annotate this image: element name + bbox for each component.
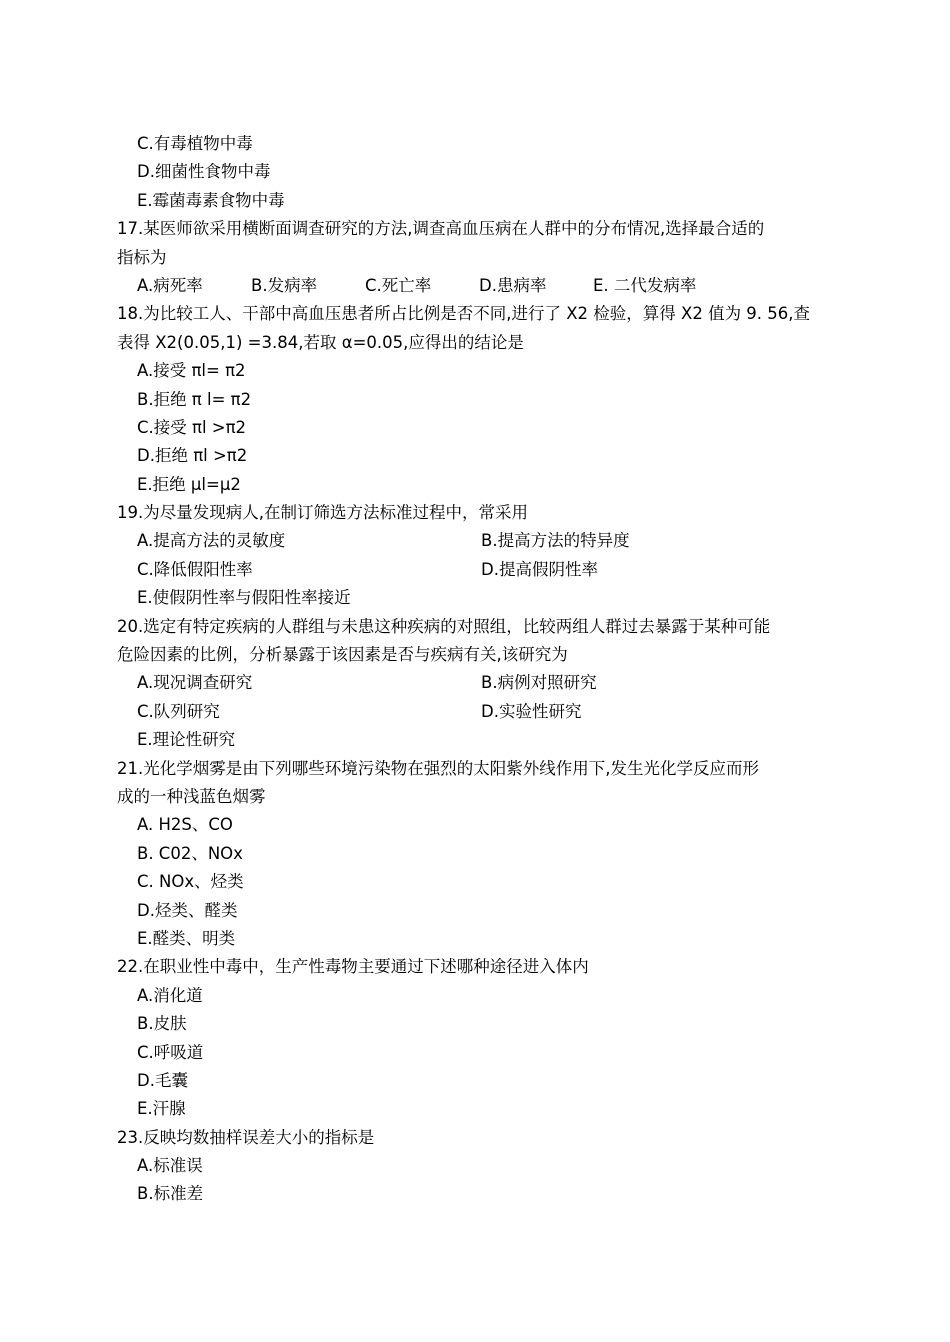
q19-option-c: C.降低假阳性率 bbox=[137, 559, 253, 579]
q17-option-b: B.发病率 bbox=[251, 275, 318, 295]
q16-option-d: D.细菌性食物中毒 bbox=[137, 162, 271, 182]
q23-option-b: B.标准差 bbox=[137, 1184, 204, 1204]
q17-options-row bbox=[117, 272, 857, 300]
q21-option-d: D.烃类、醛类 bbox=[137, 900, 238, 920]
q22-stem: 22.在职业性中毒中，生产性毒物主要通过下述哪种途径进入体内 bbox=[117, 957, 589, 977]
q20-option-c: C.队列研究 bbox=[137, 701, 220, 721]
q20-options-row-1 bbox=[117, 669, 857, 697]
q17-stem-cont: 指标为 bbox=[117, 247, 167, 267]
q22-option-c: C.呼吸道 bbox=[137, 1042, 204, 1062]
q20-options-row-2 bbox=[117, 698, 857, 726]
q20-option-e: E.理论性研究 bbox=[137, 730, 236, 750]
q19-option-e: E.使假阴性率与假阳性率接近 bbox=[137, 588, 351, 608]
q18-option-a: A.接受 πl= π2 bbox=[137, 361, 246, 381]
q23-stem: 23.反映均数抽样误差大小的指标是 bbox=[117, 1127, 375, 1147]
q21-option-b: B. C02、NOx bbox=[137, 843, 243, 863]
q19-option-b: B.提高方法的特异度 bbox=[481, 531, 630, 551]
q19-options-row-1 bbox=[117, 527, 857, 555]
q22-option-e: E.汗腺 bbox=[137, 1099, 186, 1119]
q17-stem: 17.某医师欲采用横断面调查研究的方法,调查高血压病在人群中的分布情况,选择最合适的 bbox=[117, 219, 765, 239]
q17-option-d: D.患病率 bbox=[479, 275, 547, 295]
q17-option-a: A.病死率 bbox=[137, 275, 203, 295]
q18-stem-cont: 表得 X2(0.05,1) =3.84,若取 α=0.05,应得出的结论是 bbox=[117, 332, 524, 352]
q19-option-d: D.提高假阴性率 bbox=[481, 559, 598, 579]
q20-option-b: B.病例对照研究 bbox=[481, 673, 597, 693]
q20-option-a: A.现况调查研究 bbox=[137, 673, 253, 693]
q21-option-e: E.醛类、明类 bbox=[137, 928, 236, 948]
q20-option-d: D.实验性研究 bbox=[481, 701, 582, 721]
q20-stem-cont: 危险因素的比例，分析暴露于该因素是否与疾病有关,该研究为 bbox=[117, 645, 568, 665]
q21-stem: 21.光化学烟雾是由下列哪些环境污染物在强烈的太阳紫外线作用下,发生光化学反应而形 bbox=[117, 758, 759, 778]
q16-option-c: C.有毒植物中毒 bbox=[137, 134, 253, 153]
q22-option-b: B.皮肤 bbox=[137, 1014, 187, 1034]
q19-option-a: A.提高方法的灵敏度 bbox=[137, 531, 286, 551]
q21-option-c: C. NOx、烃类 bbox=[137, 872, 244, 892]
q23-option-a: A.标准误 bbox=[137, 1156, 203, 1176]
q19-stem: 19.为尽量发现病人,在制订筛选方法标准过程中，常采用 bbox=[117, 503, 528, 523]
q18-option-d: D.拒绝 πl >π2 bbox=[137, 446, 248, 466]
q20-stem: 20.选定有特定疾病的人群组与未患这种疾病的对照组，比较两组人群过去暴露于某种可能 bbox=[117, 616, 771, 636]
q16-option-e: E.霉菌毒素食物中毒 bbox=[137, 190, 285, 210]
q22-option-d: D.毛囊 bbox=[137, 1070, 188, 1090]
q18-option-b: B.拒绝 π l= π2 bbox=[137, 389, 252, 409]
q18-option-e: E.拒绝 μl=μ2 bbox=[137, 474, 241, 494]
question-list bbox=[117, 130, 857, 1209]
q17-option-e: E. 二代发病率 bbox=[593, 275, 697, 295]
q21-stem-cont: 成的一种浅蓝色烟雾 bbox=[117, 786, 266, 806]
q21-option-a: A. H2S、CO bbox=[137, 815, 233, 835]
q19-options-row-2 bbox=[117, 556, 857, 584]
q18-option-c: C.接受 πl >π2 bbox=[137, 417, 247, 437]
q18-stem: 18.为比较工人、干部中高血压患者所占比例是否不同,进行了 X2 检验，算得 X2 值为 9. 56,查 bbox=[117, 304, 811, 324]
q17-option-c: C.死亡率 bbox=[365, 275, 432, 295]
q22-option-a: A.消化道 bbox=[137, 985, 203, 1005]
